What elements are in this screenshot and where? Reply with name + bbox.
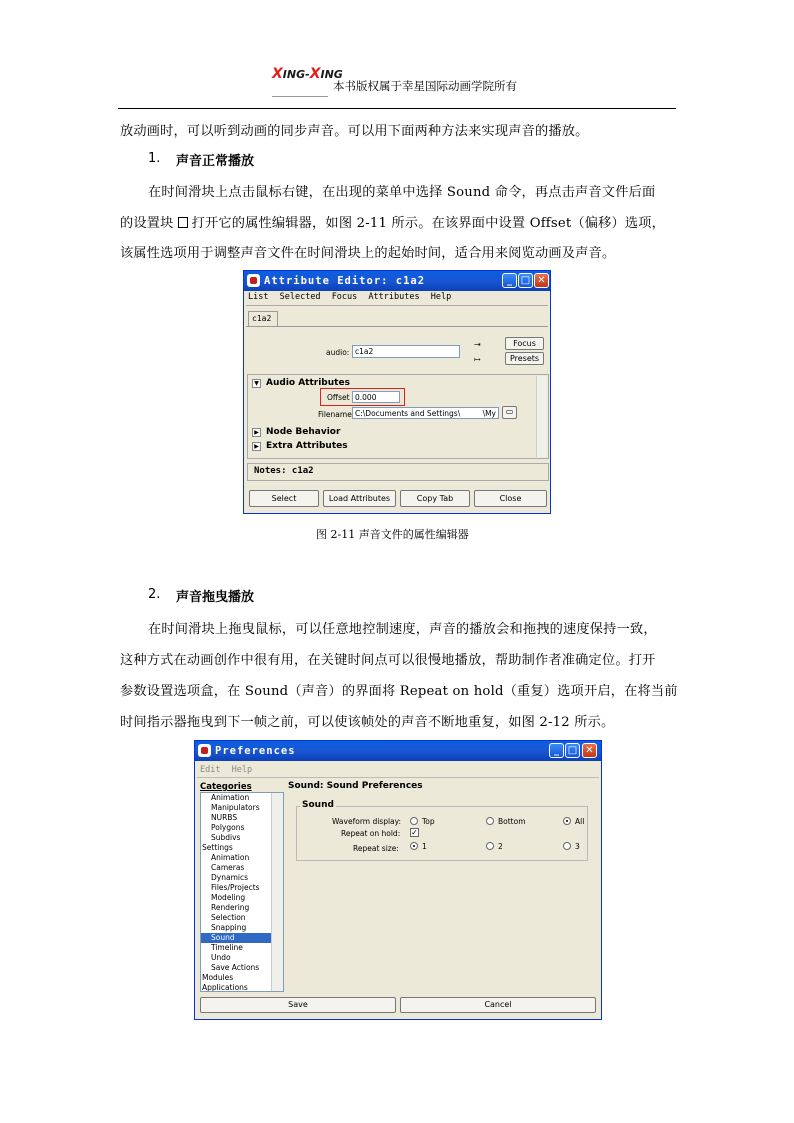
window-title: Attribute Editor: c1a2	[264, 275, 426, 287]
load-attributes-button[interactable]: Load Attributes	[323, 490, 396, 507]
category-item[interactable]: Settings	[202, 843, 233, 852]
expand-arrow-icon[interactable]: ▶	[252, 428, 261, 437]
category-item[interactable]: Modeling	[211, 893, 246, 902]
radio-repeat-size-3[interactable]	[563, 842, 571, 850]
paragraph-line: 的设置块 打开它的属性编辑器，如图 2-11 所示。在该界面中设置 Offset（偏移）选项，	[120, 216, 666, 231]
expand-arrow-icon[interactable]: ▶	[252, 442, 261, 451]
paragraph-line: 时间指示器拖曳到下一帧之前，可以使该帧处的声音不断地重复，如图 2-12 所示。	[120, 715, 615, 730]
section-number: 2.	[148, 587, 161, 602]
radio-waveform-all[interactable]	[563, 817, 571, 825]
paragraph-line: 参数设置选项盒，在 Sound（声音）的界面将 Repeat on hold（重复）选项开启，在将当前	[120, 684, 678, 699]
select-input-icon[interactable]: ⇥	[474, 340, 481, 349]
menu-selected[interactable]: Selected	[279, 292, 321, 302]
categories-label: Categories	[200, 782, 252, 792]
category-item[interactable]: Modules	[202, 973, 234, 982]
menu-attributes[interactable]: Attributes	[368, 292, 420, 302]
presets-button[interactable]: Presets	[505, 352, 544, 365]
radio-waveform-bottom[interactable]	[486, 817, 494, 825]
close-window-button[interactable]: ✕	[582, 743, 597, 758]
offset-label: Offset	[327, 393, 350, 402]
radio-repeat-size-1[interactable]	[410, 842, 418, 850]
category-item[interactable]: Undo	[211, 953, 231, 962]
audio-attributes-header[interactable]: Audio Attributes	[266, 378, 350, 388]
sound-group-label: Sound	[302, 800, 334, 810]
category-item[interactable]: NURBS	[211, 813, 238, 822]
title-bar	[244, 271, 550, 291]
category-item[interactable]: Sound	[201, 933, 271, 943]
cancel-button[interactable]: Cancel	[400, 997, 596, 1013]
menu-focus[interactable]: Focus	[331, 292, 358, 302]
repeat-size-label: Repeat size:	[353, 844, 399, 853]
paragraph-line: 在时间滑块上拖曳鼠标，可以任意地控制速度，声音的播放会和拖拽的速度保持一致，	[148, 622, 657, 637]
paragraph-line: 这种方式在动画创作中很有用，在关键时间点可以很慢地播放，帮助制作者准确定位。打开	[120, 653, 656, 668]
radio-label: 2	[498, 842, 503, 851]
menu-help[interactable]: Help	[430, 292, 452, 302]
radio-label: All	[575, 817, 585, 826]
divider	[197, 777, 599, 778]
waveform-display-label: Waveform display:	[332, 817, 402, 826]
category-item[interactable]: Files/Projects	[211, 883, 260, 892]
sound-group-box	[296, 806, 588, 861]
radio-repeat-size-2[interactable]	[486, 842, 494, 850]
tab-divider	[246, 326, 548, 327]
section-heading: 声音拖曳播放	[176, 590, 255, 605]
paragraph-line: 在时间滑块上点击鼠标右键，在出现的菜单中选择 Sound 命令，再点击声音文件后面	[148, 185, 656, 200]
minimize-button[interactable]: _	[549, 743, 564, 758]
list-scrollbar[interactable]	[271, 793, 283, 991]
category-item[interactable]: Dynamics	[211, 873, 248, 882]
filename-label: Filename	[318, 410, 352, 419]
paragraph-line: 该属性选项用于调整声音文件在时间滑块上的起始时间，适合用来阅览动画及声音。	[120, 246, 616, 261]
collapse-arrow-icon[interactable]: ▼	[252, 379, 261, 388]
close-button[interactable]: Close	[474, 490, 547, 507]
select-button[interactable]: Select	[249, 490, 319, 507]
radio-waveform-top[interactable]	[410, 817, 418, 825]
section-heading: 声音正常播放	[176, 154, 255, 169]
extra-attributes-header[interactable]: Extra Attributes	[266, 441, 348, 451]
panel-title: Sound: Sound Preferences	[288, 781, 423, 791]
select-output-icon[interactable]: ↦	[474, 355, 481, 364]
maximize-button[interactable]: □	[565, 743, 580, 758]
node-behavior-header[interactable]: Node Behavior	[266, 427, 341, 437]
radio-label: 3	[575, 842, 580, 851]
radio-label: Top	[422, 817, 435, 826]
notes-area[interactable]: Notes: c1a2	[247, 463, 549, 481]
repeat-on-hold-checkbox[interactable]: ✓	[411, 828, 418, 837]
vertical-scrollbar[interactable]	[536, 376, 547, 457]
maya-icon	[247, 274, 260, 287]
repeat-on-hold-label: Repeat on hold:	[341, 829, 401, 838]
category-item[interactable]: Timeline	[211, 943, 243, 952]
category-item[interactable]: Subdivs	[211, 833, 241, 842]
menu-help[interactable]: Help	[231, 765, 253, 775]
offset-highlight-box	[320, 388, 405, 406]
maya-icon	[198, 744, 211, 757]
category-item[interactable]: Applications	[202, 983, 248, 992]
title-bar	[195, 741, 601, 761]
category-item[interactable]: Cameras	[211, 863, 245, 872]
preferences-window	[194, 740, 602, 1020]
minimize-button[interactable]: _	[502, 273, 517, 288]
divider	[246, 305, 548, 306]
offset-field[interactable]: 0.000	[352, 391, 400, 403]
folder-browse-icon[interactable]: ▭	[502, 406, 517, 419]
copy-tab-button[interactable]: Copy Tab	[400, 490, 470, 507]
paragraph-line: 放动画时，可以听到动画的同步声音。可以用下面两种方法来实现声音的播放。	[120, 124, 589, 139]
radio-label: Bottom	[498, 817, 526, 826]
figure-caption: 图 2-11 声音文件的属性编辑器	[316, 528, 469, 541]
close-window-button[interactable]: ✕	[534, 273, 549, 288]
audio-field[interactable]: c1a2	[352, 345, 460, 358]
attribute-editor-window	[243, 270, 551, 514]
section-number: 1.	[148, 151, 161, 166]
header-rule	[118, 108, 676, 109]
focus-button[interactable]: Focus	[505, 337, 544, 350]
category-item[interactable]: Save Actions	[211, 963, 260, 972]
category-item[interactable]: Manipulators	[211, 803, 260, 812]
category-item[interactable]: Animation	[211, 793, 250, 802]
menu-edit[interactable]: Edit	[200, 765, 221, 775]
filename-field[interactable]: C:\Documents and Settings\ \My	[352, 407, 499, 419]
publisher-logo: XING-XING	[272, 66, 343, 82]
categories-list[interactable]	[200, 792, 284, 992]
settings-box-icon	[178, 217, 188, 228]
save-button[interactable]: Save	[200, 997, 396, 1013]
copyright-notice: 本书版权属于幸星国际动画学院所有	[333, 79, 517, 93]
radio-label: 1	[422, 842, 427, 851]
menu-list[interactable]: List	[248, 292, 269, 302]
menu-bar	[248, 292, 457, 302]
window-title: Preferences	[215, 745, 296, 757]
category-item[interactable]: Rendering	[211, 903, 250, 912]
audio-label: audio:	[326, 348, 350, 357]
maximize-button[interactable]: □	[518, 273, 533, 288]
category-item[interactable]: Snapping	[211, 923, 247, 932]
tab-c1a2[interactable]: c1a2	[248, 311, 278, 326]
menu-bar	[200, 765, 258, 775]
logo-underline	[272, 96, 328, 97]
category-item[interactable]: Selection	[211, 913, 246, 922]
category-item[interactable]: Animation	[211, 853, 250, 862]
category-item[interactable]: Polygons	[211, 823, 245, 832]
